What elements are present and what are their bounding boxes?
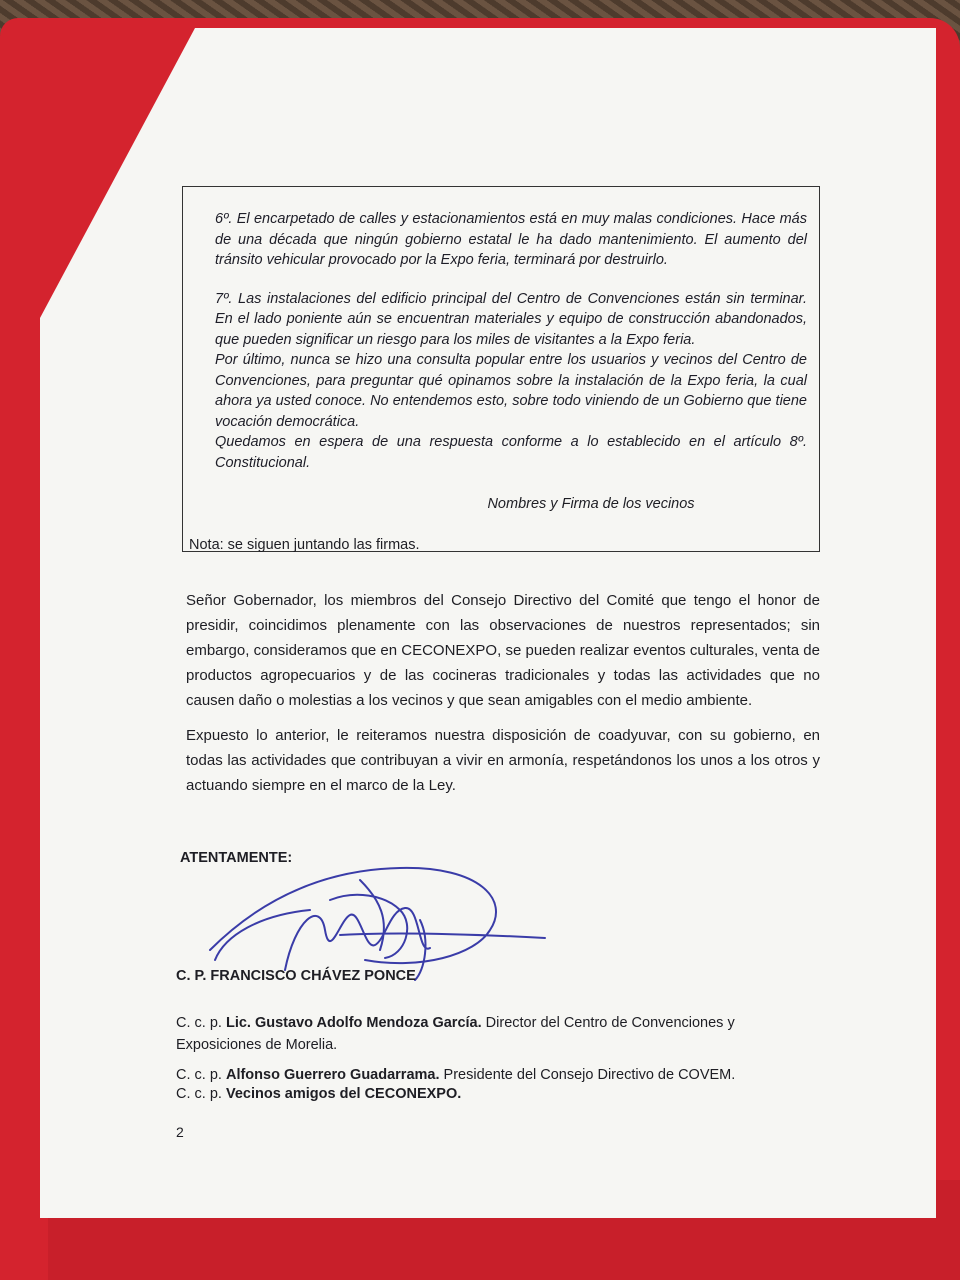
ccp-line-1: C. c. p. Lic. Gustavo Adolfo Mendoza García. Director del Centro de Convenciones y Exposiciones de Morelia. bbox=[176, 1015, 735, 1053]
signatures-label: Nombres y Firma de los vecinos bbox=[487, 496, 695, 512]
point-6: 6º. El encarpetado de calles y estacionamientos está en muy malas condiciones. Hace más de una década que ningún gobierno estatal le ha dado mantenimiento. El aumento del tránsito vehicular provocado por la Expo feria, terminará por destruirlo. bbox=[215, 211, 807, 268]
petition-box bbox=[182, 186, 820, 552]
page-number: 2 bbox=[176, 1124, 184, 1140]
ccp-name-1: Lic. Gustavo Adolfo Mendoza García. bbox=[225, 1015, 482, 1031]
closing-atentamente: ATENTAMENTE: bbox=[180, 850, 293, 866]
ccp-name-3: Vecinos amigos del CECONEXPO. bbox=[225, 1086, 462, 1102]
ccp-line-3: C. c. p. Vecinos amigos del CECONEXPO. bbox=[176, 1086, 462, 1102]
ccp-name-2: Alfonso Guerrero Guadarrama. bbox=[225, 1067, 440, 1083]
point-7: 7º. Las instalaciones del edificio principal del Centro de Convenciones están sin terminar. En el lado poniente aún se encuentran materiales y equipo de construcción abandonados, que pueden significar un riesgo para los miles de visitantes a la Expo feria. bbox=[215, 290, 807, 348]
signer-name: C. P. FRANCISCO CHÁVEZ PONCE bbox=[176, 968, 416, 984]
body-paragraph-2: Expuesto lo anterior, le reiteramos nuestra disposición de coadyuvar, con su gobierno, en todas las actividades que contribuyan a vivir en armonía, respetándonos los unos a los otros y actuando siempre en el marco de la Ley. bbox=[186, 727, 820, 794]
awaiting-response: Quedamos en espera de una respuesta conforme a lo establecido en el artículo 8º. Constitucional. bbox=[215, 434, 807, 471]
final-paragraph: Por último, nunca se hizo una consulta popular entre los usuarios y vecinos del Centro de Convenciones, para preguntar qué opinamos sobre la instalación de la Expo feria, la cual ahora ya usted conoce. No entendemos esto, sobre todo viniendo de un Gobierno que tiene vocación democrática. bbox=[215, 352, 807, 430]
note: Nota: se siguen juntando las firmas. bbox=[189, 537, 420, 553]
body-paragraph-1: Señor Gobernador, los miembros del Consejo Directivo del Comité que tengo el honor de presidir, coincidimos plenamente con las observaciones de nuestros representados; sin embargo, consideramos que en CECONEXPO, se pueden realizar eventos culturales, venta de productos agropecuarios y de las cocineras tradicionales y todas las actividades que no causen daño o molestias a los vecinos y que sean amigables con el medio ambiente. bbox=[186, 592, 820, 709]
ccp-line-2: C. c. p. Alfonso Guerrero Guadarrama. Presidente del Consejo Directivo de COVEM. bbox=[176, 1067, 736, 1083]
